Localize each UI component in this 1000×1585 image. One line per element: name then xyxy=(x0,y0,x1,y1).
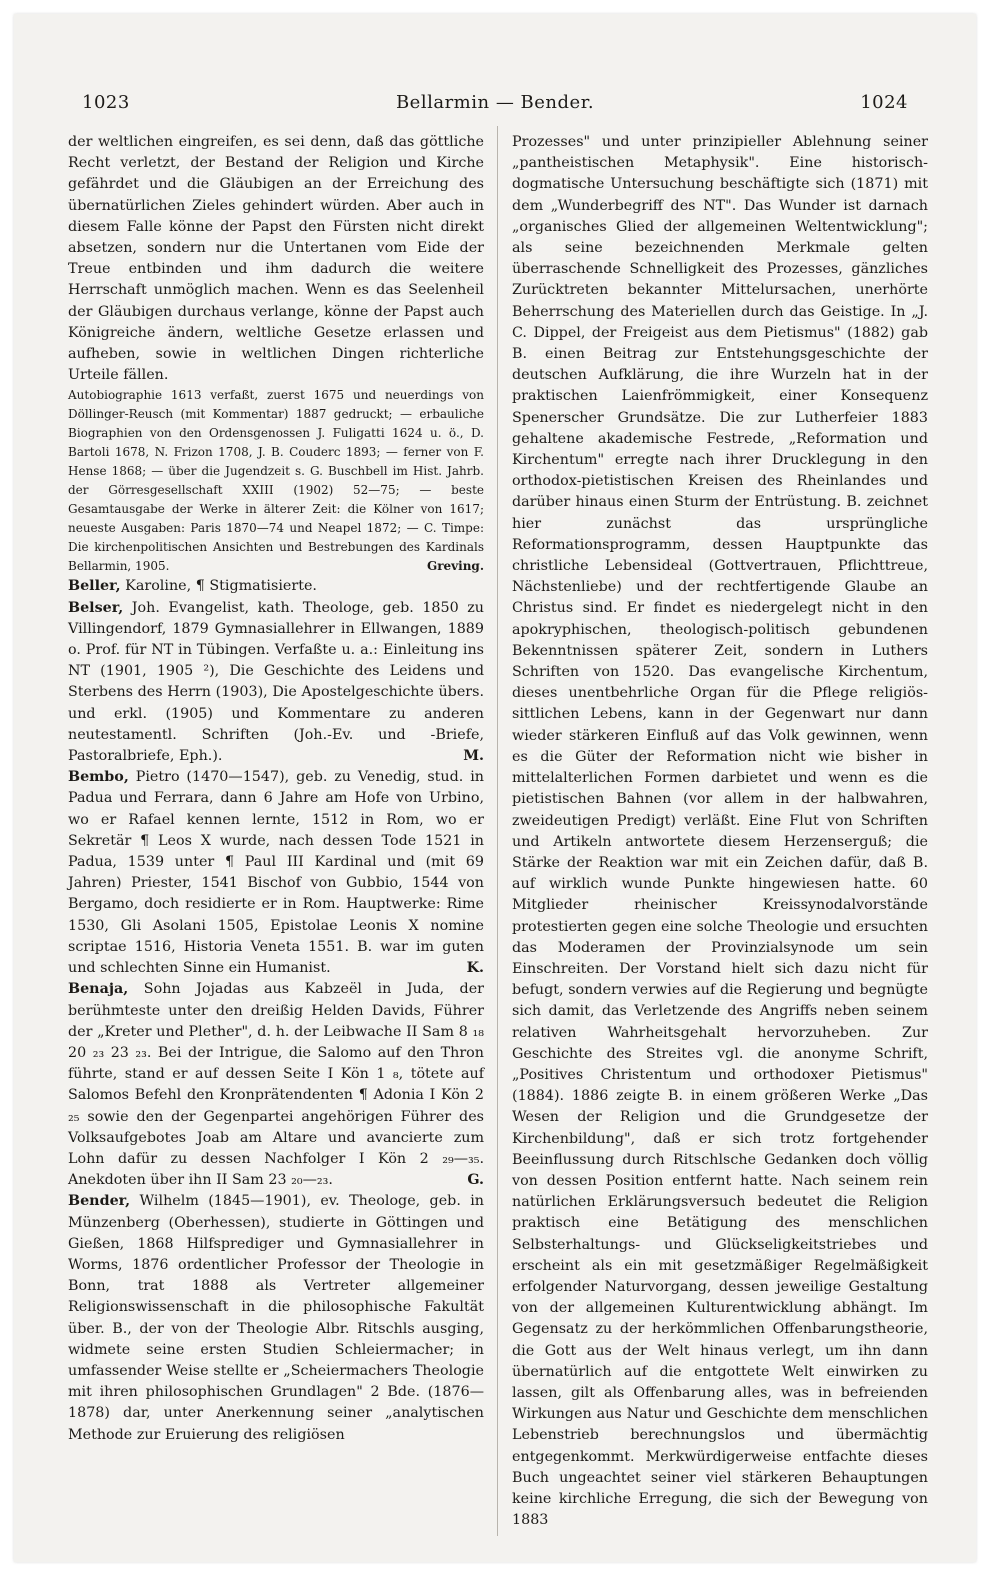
bembo-text: Pietro (1470—1547), geb. zu Venedig, stud. in Padua und Ferrara, dann 6 Jahre am Hofe von Urbino, wo er Rafael kennen lernte, 1512 in Rom, wo er Sekretär ¶ Leos X wurde, nach dessen Tode 1521 in Padua, 1539 unter ¶ Paul III Kardinal und (mit 69 Jahren) Priester, 1541 Bischof von Gubbio, 1544 von Bergamo, doch residierte er in Rom. Hauptwerke: Rime 1530, Gli Asolani 1505, Epistolae Leonis X nomine scriptae 1516, Historia Veneta 1551. B. war im guten und schlechten Sinne ein Humanist. xyxy=(68,769,484,977)
bellarmin-text: der weltlichen eingreifen, es sei denn, daß das göttliche Recht verletzt, der Bestand der Religion und Kirche gefährdet und die Gläubigen an der Erreichung des übernatürlichen Zieles gehindert würden. Aber auch in diesem Falle könne der Papst den Fürsten nicht direkt absetzen, sondern nur die Untertanen vom Eide der Treue entbinden und ihm dadurch die weitere Herrschaft unmöglich machen. Wenn es das Seelenheil der Gläubigen durchaus verlange, könne der Papst auch Königreiche ändern, weltliche Gesetze erlassen und aufheben, sowie in weltlichen Dingen richterliche Urteile fällen. xyxy=(68,134,484,384)
entry-bembo xyxy=(68,767,484,979)
beller-text: Karoline, ¶ Stigmatisierte. xyxy=(120,578,317,595)
right-column xyxy=(512,132,928,1531)
running-title: Bellarmin — Bender. xyxy=(395,92,595,113)
entry-beller xyxy=(68,576,484,597)
benaja-text: Sohn Jojadas aus Kabzeël in Juda, der berühmteste unter den dreißig Helden Davids, Führer der „Kreter und Plether", d. h. der Leibwache II Sam 8 ₁₈ 20 ₂₃ 23 ₂₃. Bei der Intrigue, die Salomo auf den Thron führte, stand er auf dessen Seite I Kön 1 ₈, tötete auf Salomos Befehl den Kronprätendenten ¶ Adonia I Kön 2 ₂₅ sowie den der Gegenpartei angehörigen Führer des Volksaufgebotes Joab am Altare und avancierte zum Lohn dafür zu dessen Nachfolger I Kön 2 ₂₉—₃₅. Anekdoten über ihn II Sam 23 ₂₀—₂₃. xyxy=(68,981,484,1189)
signature-g: G. xyxy=(467,1172,484,1189)
column-divider xyxy=(497,126,498,1536)
headword-belser: Belser, xyxy=(68,599,124,616)
signature-greving: Greving. xyxy=(426,559,484,574)
bellarmin-literature xyxy=(68,386,484,576)
headword-beller: Beller, xyxy=(68,578,121,595)
signature-k: K. xyxy=(466,960,484,977)
left-column xyxy=(68,132,484,1446)
belser-text: Joh. Evangelist, kath. Theologe, geb. 1850 zu Villingendorf, 1879 Gymnasiallehrer in Ellwangen, 1889 o. Prof. für NT in Tübingen. Verfaßte u. a.: Einleitung ins NT (1901, 1905 ²), Die Geschichte des Leidens und Sterbens des Herrn (1903), Die Apostelgeschichte übers. und erkl. (1905) und Kommentare zu anderen neutestamentl. Schriften (Joh.-Ev. und -Briefe, Pastoralbriefe, Eph.). xyxy=(68,599,484,765)
signature-m: M. xyxy=(463,748,484,765)
literature-text: Autobiographie 1613 verfaßt, zuerst 1675 und neuerdings von Döllinger-Reusch (mit Kommentar) 1887 gedruckt; — erbauliche Biographien von den Ordensgenossen J. Fuligatti 1624 u. ö., D. Bartoli 1678, N. Frizon 1708, J. B. Couderc 1893; — ferner von F. Hense 1868; — über die Jugendzeit s. G. Buschbell im Hist. Jahrb. der Görresgesellschaft XXIII (1902) 52—75; — beste Gesamtausgabe der Werke in älterer Zeit: die Kölner von 1617; neueste Ausgaben: Paris 1870—74 und Neapel 1872; — C. Timpe: Die kirchenpolitischen Ansichten und Bestrebungen des Kardinals Bellarmin, 1905. xyxy=(68,388,484,574)
page-number-left: 1023 xyxy=(82,92,130,113)
running-header xyxy=(82,92,908,122)
page-number-right: 1024 xyxy=(860,92,908,113)
bender-text: Wilhelm (1845—1901), ev. Theologe, geb. in Münzenberg (Oberhessen), studierte in Göttingen und Gießen, 1868 Hilfsprediger und Gymnasiallehrer in Worms, 1876 ordentlicher Professor der Theologie in Bonn, trat 1888 als Vertreter allgemeiner Religionswissenschaft in die philosophische Fakultät über. B., der von der Theologie Albr. Ritschls ausging, widmete seine ersten Studien Schleiermacher; in umfassender Weise stellte er „Scheiermachers Theologie mit ihren philosophischen Grundlagen" 2 Bde. (1876—1878) dar, unter Anerkennung seiner „analytischen Methode zur Eruierung des religiösen xyxy=(68,1193,484,1443)
headword-bender: Bender, xyxy=(68,1193,131,1210)
bender-continued-text: Prozesses" und unter prinzipieller Ablehnung seiner „pantheistischen Metaphysik". Eine historisch-dogmatische Untersuchung beschäftigte sich (1871) mit dem „Wunderbegriff des NT". Das Wunder ist darnach „organisches Glied der allgemeinen Weltentwicklung"; als seine bezeichnenden Merkmale gelten überraschende Schnelligkeit des Prozesses, gänzliches Zurücktreten bekannter Mittelursachen, unerhörte Beherrschung des Materiellen durch das Geistige. In „J. C. Dippel, der Freigeist aus dem Pietismus" (1882) gab B. einen Beitrag zur Entstehungsgeschichte der deutschen Aufklärung, die ihre Wurzeln hat in der praktischen Laienfrömmigkeit, einer Konsequenz Spenerscher Grundsätze. Die zur Lutherfeier 1883 gehaltene akademische Festrede, „Reformation und Kirchentum" erregte nach ihrer Drucklegung in den orthodox-pietistischen Kreisen des Rheinlandes und darüber hinaus einen Sturm der Entrüstung. B. zeichnet hier zunächst das ursprüngliche Reformationsprogramm, dessen Hauptpunkte das christliche Lebensideal (Gottvertrauen, Pflichttreue, Nächstenliebe) und der rechtfertigende Glaube an Christus sind. Er findet es niedergelegt nicht in den apokryphischen, theologisch-politisch gebundenen Bekenntnissen späterer Zeit, sondern in Luthers Schriften von 1520. Das evangelische Kirchentum, dieses unentbehrliche Organ für die Pflege religiös-sittlichen Lebens, kann in der Gegenwart nur dann wieder stärkeren Einfluß auf das Volk gewinnen, wenn es die Güter der Reformation nicht wie bisher in mittelalterlichen Formen darbietet und wenn es die pietistischen Bahnen (vor allem in der halbwahren, zweideutigen Predigt) verläßt. Eine Flut von Schriften und Artikeln antwortete diesem Herzenserguß; die Stärke der Reaktion war mit ein Zeichen dafür, daß B. auf wirklich wunde Punkte hingewiesen hatte. 60 Mitglieder rheinischer Kreissynodalvorstände protestierten gegen eine solche Theologie und ersuchten das Moderamen der Provinzialsynode um sein Einschreiten. Der Vorstand hielt sich dazu nicht für befugt, sondern verwies auf die Regierung und begnügte sich damit, das Verletzende des Angriffs neben seinem relativen Wahrheitsgehalt hervorzuheben. Zur Geschichte des Streites vgl. die anonyme Schrift, „Positives Christentum und orthodoxer Pietismus" (1884). 1886 zeigte B. in einem größeren Werke „Das Wesen der Religion und die Grundgesetze der Kirchenbildung", daß er sich trotz fortgehender Beeinflussung durch Ritschlsche Gedanken doch völlig von dessen Position entfernt hatte. Nach seinem rein natürlichen Erklärungsversuch bedeutet die Religion praktisch eine Betätigung des menschlichen Selbsterhaltungs- und Glückseligkeitstriebes und erscheint als ein mit gesetzmäßiger Regelmäßigkeit erfolgender Naturvorgang, dessen jeweilige Gestaltung von der allgemeinen Kulturentwicklung abhängt. Im Gegensatz zu der herkömmlichen Offenbarungstheorie, die Gott aus der Welt hinaus verlegt, um ihn dann übernatürlich auf die entgottete Welt einwirken zu lassen, gilt als Offenbarung alles, was in befreienden Wirkungen aus Natur und Geschichte dem menschlichen Lebenstrieb berechnungslos und übermächtig entgegenkommt. Merkwürdigerweise entfachte dieses Buch ungeachtet seiner viel stärkeren Behauptungen keine kirchliche Erregung, die sich der Bewegung von 1883 xyxy=(512,134,928,1529)
entry-benaja xyxy=(68,979,484,1191)
headword-benaja: Benaja, xyxy=(68,981,129,998)
entry-bender xyxy=(68,1191,484,1445)
headword-bembo: Bembo, xyxy=(68,769,129,786)
entry-belser xyxy=(68,598,484,768)
